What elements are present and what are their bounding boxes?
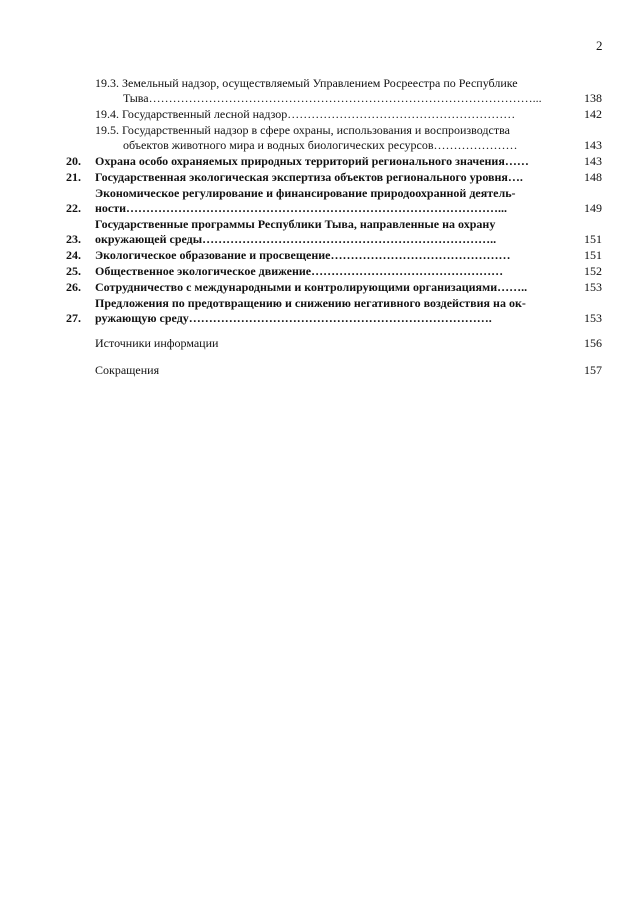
toc-entry-title: Сотрудничество с международными и контролирующими организациями…….. (95, 280, 528, 294)
toc-entry-title: Предложения по предотвращению и снижению негативного воздействия на ок- (95, 296, 526, 310)
toc-entry-title-cont: Тыва……………………………………………………………………………………... (123, 91, 542, 105)
toc-entry-20 (66, 154, 602, 169)
toc-entry-21 (66, 170, 602, 185)
toc-entry-page: 153 (584, 311, 602, 325)
toc-entry-title: 19.3. Земельный надзор, осуществляемый Управлением Росреестра по Республике (95, 76, 518, 90)
toc-entry-page: 152 (584, 264, 602, 278)
toc-entry-26 (66, 280, 602, 295)
toc-entry-page: 138 (584, 91, 602, 105)
toc-entry-22 (66, 186, 602, 216)
toc-entry-title-cont: ности…………………………………………………………………………………... (95, 201, 508, 215)
toc-entry-25 (66, 264, 602, 279)
toc-entry-title: Сокращения (95, 363, 160, 377)
toc-entry-title: Источники информации (95, 336, 219, 350)
toc-entry-page: 156 (584, 336, 602, 350)
table-of-contents (66, 76, 602, 379)
toc-entry-abbreviations (66, 363, 602, 378)
toc-entry-number: 21. (66, 170, 81, 184)
toc-entry-title-cont: окружающей среды……………………………………………………………….. (95, 232, 497, 246)
toc-entry-page: 153 (584, 280, 602, 294)
toc-entry-19-5 (66, 123, 602, 153)
toc-entry-24 (66, 248, 602, 263)
toc-entry-page: 157 (584, 363, 602, 377)
toc-entry-19-4 (66, 107, 602, 122)
toc-entry-page: 143 (584, 154, 602, 168)
toc-entry-title: 19.5. Государственный надзор в сфере охраны, использования и воспроизводства (95, 123, 510, 137)
toc-entry-number: 22. (66, 201, 81, 215)
toc-entry-title: Общественное экологическое движение………………………………………… (95, 264, 504, 278)
toc-entry-page: 151 (584, 232, 602, 246)
toc-entry-title-cont: ружающую среду…………………………………………………………………. (95, 311, 492, 325)
toc-entry-27 (66, 296, 602, 326)
toc-entry-title: 19.4. Государственный лесной надзор………………………………………………… (95, 107, 516, 121)
toc-entry-number: 24. (66, 248, 81, 262)
toc-entry-page: 149 (584, 201, 602, 215)
toc-entry-19-3 (66, 76, 602, 106)
page-number: 2 (596, 38, 603, 53)
toc-entry-sources (66, 336, 602, 351)
toc-entry-title: Охрана особо охраняемых природных территорий регионального значения…… (95, 154, 529, 168)
toc-entry-number: 26. (66, 280, 81, 294)
toc-entry-title: Государственная экологическая экспертиза объектов регионального уровня…. (95, 170, 523, 184)
toc-entry-number: 27. (66, 311, 81, 325)
toc-entry-number: 20. (66, 154, 81, 168)
toc-entry-page: 142 (584, 107, 602, 121)
toc-entry-title: Экологическое образование и просвещение……………………………………… (95, 248, 511, 262)
toc-entry-title-cont: объектов животного мира и водных биологических ресурсов………………… (123, 138, 518, 152)
toc-entry-page: 151 (584, 248, 602, 262)
toc-entry-page: 148 (584, 170, 602, 184)
toc-entry-23 (66, 217, 602, 247)
toc-entry-number: 23. (66, 232, 81, 246)
toc-entry-number: 25. (66, 264, 81, 278)
toc-entry-title: Экономическое регулирование и финансирование природоохранной деятель- (95, 186, 516, 200)
toc-entry-page: 143 (584, 138, 602, 152)
toc-entry-title: Государственные программы Республики Тыва, направленные на охрану (95, 217, 496, 231)
